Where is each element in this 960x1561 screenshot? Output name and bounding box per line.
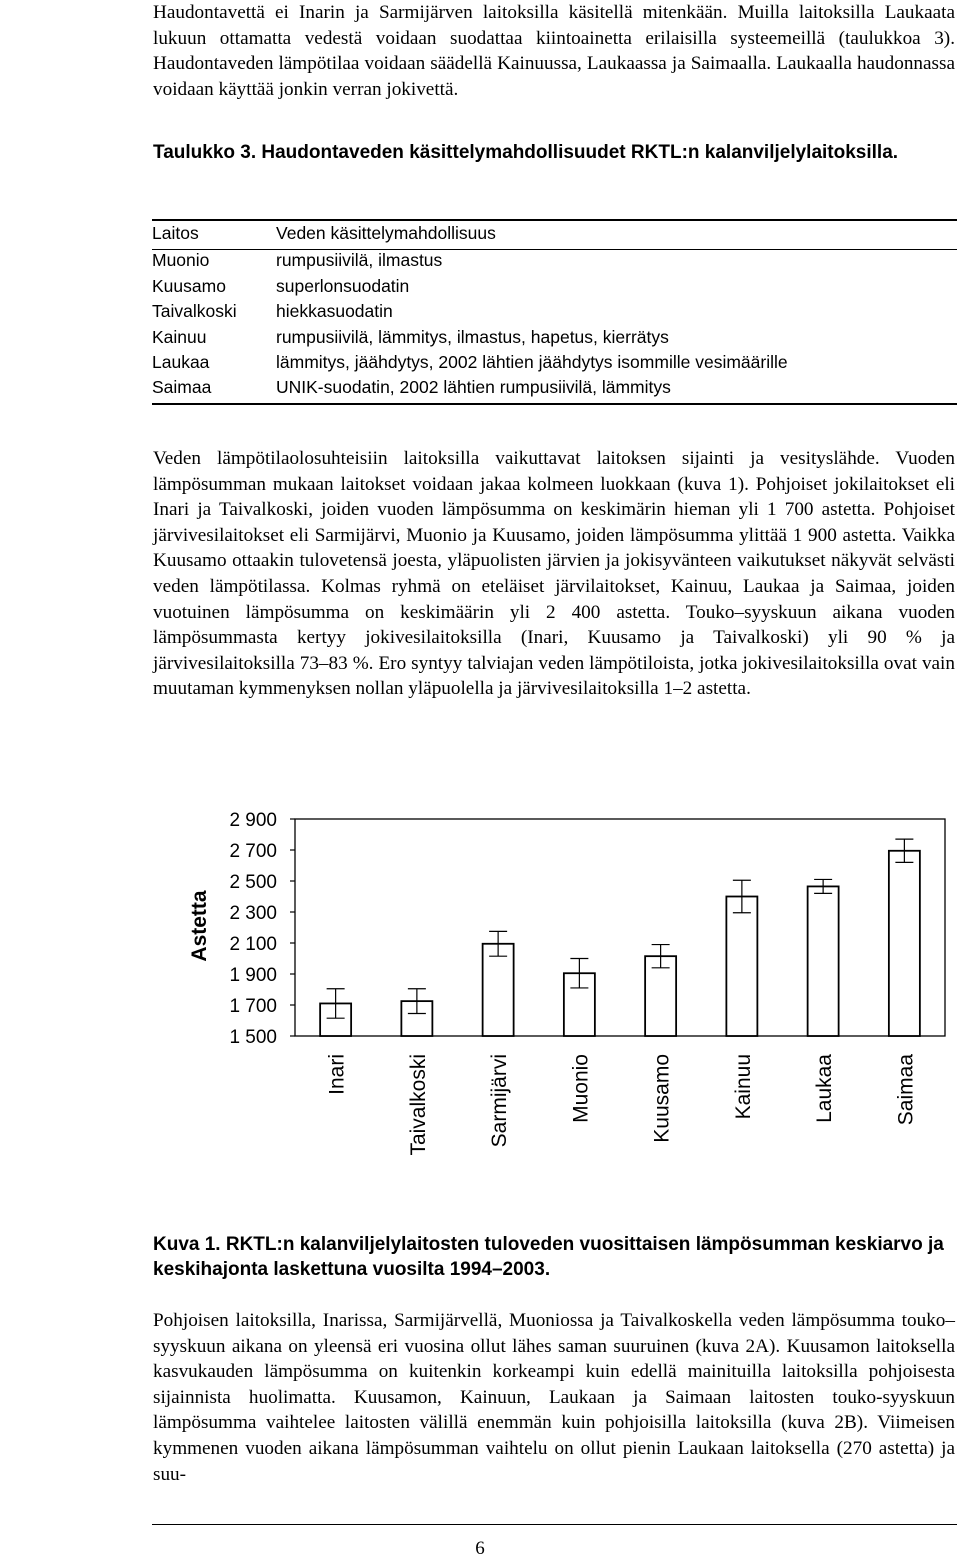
heat-sum-chart [170,795,950,1195]
bar [726,897,757,1037]
page-number: 6 [475,1538,485,1559]
intro-paragraph: Haudontavettä ei Inarin ja Sarmijärven laitoksilla käsitellä mitenkään. Muilla laitoksilla Laukaata lukuun ottamatta vedestä voidaan suodattaa kiintoainetta erilaisilla systeemeillä (taulukkoa 3). Haudontaveden lämpötilaa voidaan säädellä Kainuussa, Laukaassa ja Saimaalla. Laukaalla haudonnassa voidaan käyttää jonkin verran jokivettä. [153,2,955,100]
final-paragraph: Pohjoisen laitoksilla, Inarissa, Sarmijärvellä, Muoniossa ja Taivalkoskella veden lämpösumma touko–syyskuun aikana on yleensä eri vuosina ollut lähes saman suuruinen (kuva 2A). Kuusamon laitoksella kasvukauden lämpösumma on kuitenkin korkeampi kuin edellä mainituilla laitoksilla pohjoisesta sijainnista huolimatta. Kuusamon, Kainuun, Laukaan ja Saimaan laitosten touko-syyskuun lämpösumma vaihtelee laitosten välillä enemmän kuin pohjoisilla laitoksilla (kuva 2B). Viimeisen kymmenen vuoden aikana lämpösumman vaihtelu on ollut pienin Laukaan laitoksella (270 astetta) ja suu- [153,1310,955,1485]
table-cell-treatment: UNIK-suodatin, 2002 lähtien rumpusiivilä, lämmitys [276,377,671,398]
table-cell-plant: Muonio [152,250,210,271]
plot-frame [295,819,945,1036]
table-caption: Taulukko 3. Haudontaveden käsittelymahdollisuudet RKTL:n kalanviljelylaitoksilla. [153,142,899,163]
table-cell-plant: Kainuu [152,326,207,347]
table-header-plant: Laitos [152,223,199,243]
y-tick-label: 2 500 [229,872,277,893]
y-tick-label: 2 300 [229,903,277,924]
table-row [152,248,788,273]
figure-caption: Kuva 1. RKTL:n kalanviljelylaitosten tuloveden vuosittaisen lämpösumman keskiarvo ja keskihajonta laskettuna vuosilta 1994–2003. [153,1234,944,1280]
bar [808,886,839,1036]
x-tick-label: Muonio [569,1054,593,1123]
table-cell-treatment: rumpusiivilä, lämmitys, ilmastus, hapetus, kierrätys [276,326,669,347]
table-bottom-rule [152,403,957,405]
footer-rule [152,1524,957,1525]
x-tick-label: Kuusamo [650,1054,674,1143]
table-header-treatment: Veden käsittelymahdollisuus [276,223,496,243]
table-header-row [152,221,788,248]
y-tick-label: 2 100 [229,934,277,955]
table-cell-plant: Taivalkoski [152,301,237,322]
y-tick-label: 1 900 [229,965,277,986]
x-tick-label: Inari [325,1054,349,1095]
y-tick-label: 2 700 [229,841,277,862]
table-row [152,325,788,350]
treatment-table [152,221,788,401]
y-axis-label: Astetta [188,890,211,962]
table-cell-treatment: hiekkasuodatin [276,301,393,322]
table-cell-plant: Kuusamo [152,275,226,296]
table-cell-plant: Laukaa [152,352,210,373]
table-header-rule [152,249,957,250]
x-tick-label: Laukaa [813,1054,837,1123]
middle-paragraph: Veden lämpötilaolosuhteisiin laitoksilla vaikuttavat laitoksen sijainti ja vesityslähde. Vuoden lämpösumman mukaan laitokset voidaan jakaa kolmeen luokkaan (kuva 1). Pohjoiset jokilaitokset eli Inari ja Taivalkoski, joiden vuoden lämpösumma on keskimärin hieman yli 1 700 astetta. Pohjoiset järvivesilaitokset eli Sarmijärvi, Muonio ja Kuusamo, joiden lämpösumma ylittää 1 900 astetta. Vaikka Kuusamo ottaakin tulovetensä joesta, yläpuolisten järvien ja jokisyvänteen vaikutukset näkyvät selvästi veden lämpötilassa. Kolmas ryhmä on eteläiset järvilaitokset, Kainuu, Laukaa ja Saimaa, joiden vuotuinen lämpösumma on keskimäärin yli 2 400 astetta. Touko–syyskuun aikana vuoden lämpösummasta kertyy jokivesilaitoksilla (Inari, Kuusamo ja Taivalkoski) yli 90 % ja järvivesilaitoksilla 73–83 %. Ero syntyy talviajan veden lämpötiloista, jotka jokivesilaitoksilla ovat vain muutaman kymmenyksen nollan yläpuolella ja järvivesilaitoksilla 1–2 astetta. [153,448,955,700]
table-cell-treatment: rumpusiivilä, ilmastus [276,250,443,271]
table-cell-treatment: lämmitys, jäähdytys, 2002 lähtien jäähdytys isommille vesimäärille [276,352,788,373]
y-tick-label: 2 900 [229,810,277,831]
table-cell-plant: Saimaa [152,377,212,398]
bar [483,944,514,1036]
table-row [152,274,788,299]
x-tick-label: Saimaa [894,1054,918,1126]
table-row [152,375,788,400]
bar [889,851,920,1036]
table-cell-treatment: superlonsuodatin [276,275,410,296]
x-tick-label: Sarmijärvi [488,1054,512,1148]
table-row [152,350,788,375]
table-row [152,299,788,324]
y-tick-label: 1 700 [229,996,277,1017]
x-tick-label: Kainuu [731,1054,755,1120]
y-tick-label: 1 500 [229,1027,277,1048]
x-tick-label: Taivalkoski [406,1054,430,1156]
